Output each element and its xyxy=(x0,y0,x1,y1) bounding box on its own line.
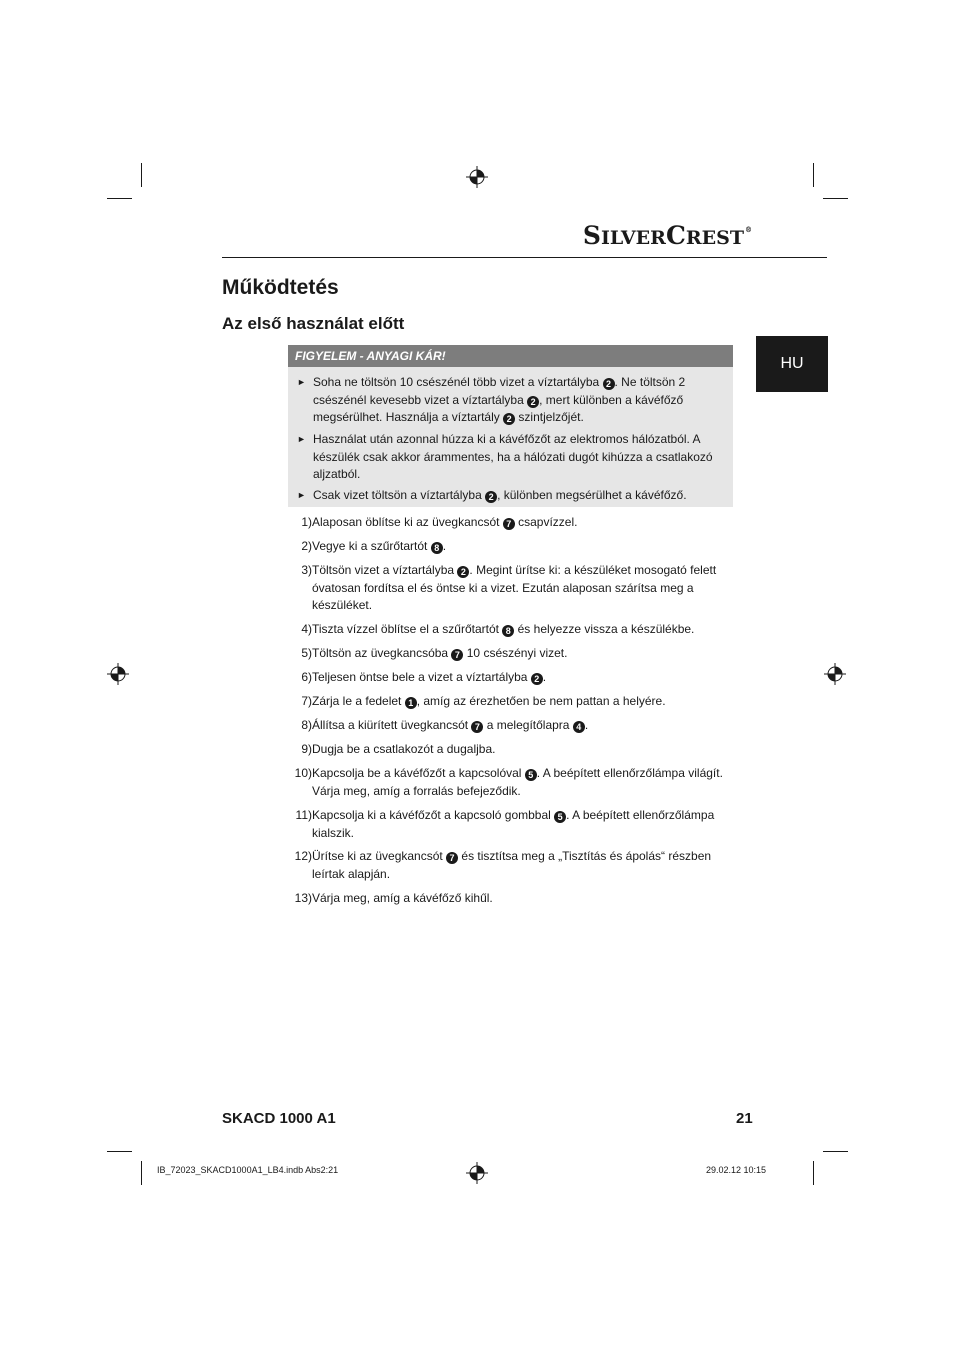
part-number-icon: 7 xyxy=(471,721,483,733)
warning-item: ► Használat után azonnal húzza ki a kávéfőzőt az elektromos hálózatból. A készülék csak akkor árammentes, ha a hálózati dugót kihúzza a csatlakozó aljzatból. xyxy=(297,432,713,481)
part-number-icon: 2 xyxy=(531,673,543,685)
brand-logo: SILVERCREST® xyxy=(582,221,752,250)
registration-mark-icon xyxy=(107,663,129,685)
crop-mark xyxy=(823,1151,848,1152)
part-number-icon: 2 xyxy=(503,413,515,425)
part-number-icon: 2 xyxy=(527,396,539,408)
part-number-icon: 7 xyxy=(503,518,515,530)
language-tab: HU xyxy=(756,336,828,392)
crop-mark xyxy=(823,198,848,199)
part-number-icon: 4 xyxy=(573,721,585,733)
crop-mark xyxy=(107,198,132,199)
list-item: 2) Vegye ki a szűrőtartót 8 . xyxy=(301,539,447,553)
warning-box xyxy=(288,345,733,507)
crop-mark xyxy=(107,1151,132,1152)
registration-mark-icon xyxy=(824,663,846,685)
list-item: 3) Töltsön vizet a víztartályba 2 . Megint ürítse ki: a készüléket mosogató felett óvatosan fordítsa el és öntse ki a vizet. Ezután alaposan szárítsa meg a készüléket. xyxy=(301,563,717,612)
crop-mark xyxy=(813,1161,814,1185)
arrow-bullet-icon: ► xyxy=(297,434,306,444)
crop-mark xyxy=(141,1161,142,1185)
page-title: Működtetés xyxy=(222,276,339,299)
list-item: 1) Alaposan öblítse ki az üvegkancsót 7 csapvízzel. xyxy=(301,515,578,529)
page-number: 21 xyxy=(736,1110,753,1127)
warning-item: ► Csak vizet töltsön a víztartályba 2 , különben megsérülhet a kávéfőző. xyxy=(297,487,722,505)
part-number-icon: 2 xyxy=(457,566,469,578)
part-number-icon: 2 xyxy=(485,491,497,503)
part-number-icon: 1 xyxy=(405,697,417,709)
list-item: 5) Töltsön az üvegkancsóba 7 10 csészényi vizet. xyxy=(301,646,568,660)
list-item: 11) Kapcsolja ki a kávéfőzőt a kapcsoló gombbal 5 . A beépített ellenőrzőlámpa kialszik. xyxy=(295,808,715,840)
list-item: 8) Állítsa a kiürített üvegkancsót 7 a melegítőlapra 4 . xyxy=(301,718,589,732)
warning-item: ► Soha ne töltsön 10 csészénél több vizet a víztartályba 2 . Ne töltsön 2 csészénél kevesebb vizet a víztartályba 2 , mert különben a kávéfőző megsérülhet. Használja a víztartály 2 szintjelzőjét. xyxy=(297,375,686,424)
warning-heading: FIGYELEM - ANYAGI KÁR! xyxy=(288,345,733,367)
crop-mark xyxy=(813,163,814,187)
part-number-icon: 7 xyxy=(446,852,458,864)
header-divider xyxy=(222,257,827,258)
part-number-icon: 5 xyxy=(554,811,566,823)
section-title: Az első használat előtt xyxy=(222,314,405,333)
print-slug-file: IB_72023_SKACD1000A1_LB4.indb Abs2:21 xyxy=(157,1165,339,1175)
arrow-bullet-icon: ► xyxy=(297,490,306,500)
list-item: 9) Dugja be a csatlakozót a dugaljba. xyxy=(301,742,496,756)
arrow-bullet-icon: ► xyxy=(297,377,306,387)
registration-mark-icon xyxy=(466,166,488,188)
part-number-icon: 5 xyxy=(525,769,537,781)
part-number-icon: 8 xyxy=(431,542,443,554)
list-item: 10) Kapcsolja be a kávéfőzőt a kapcsolóval 5 . A beépített ellenőrzőlámpa világít. Várja meg, amíg a forralás befejeződik. xyxy=(294,766,723,798)
list-item: 7) Zárja le a fedelet 1 , amíg az érezhetően be nem pattan a helyére. xyxy=(301,694,666,708)
crop-mark xyxy=(141,163,142,187)
list-item: 13) Várja meg, amíg a kávéfőző kihűl. xyxy=(294,891,493,905)
footer-model: SKACD 1000 A1 xyxy=(222,1110,336,1127)
list-item: 6) Teljesen öntse bele a vizet a víztartályba 2 . xyxy=(301,670,547,684)
list-item: 4) Tiszta vízzel öblítse el a szűrőtartót 8 és helyezze vissza a készülékbe. xyxy=(301,622,695,636)
part-number-icon: 7 xyxy=(451,649,463,661)
list-item: 12) Ürítse ki az üvegkancsót 7 és tisztítsa meg a „Tisztítás és ápolás“ részben leírtak alapján. xyxy=(294,849,712,881)
part-number-icon: 2 xyxy=(603,378,615,390)
part-number-icon: 8 xyxy=(502,625,514,637)
print-slug-date: 29.02.12 10:15 xyxy=(706,1165,767,1175)
registration-mark-icon xyxy=(466,1162,488,1184)
